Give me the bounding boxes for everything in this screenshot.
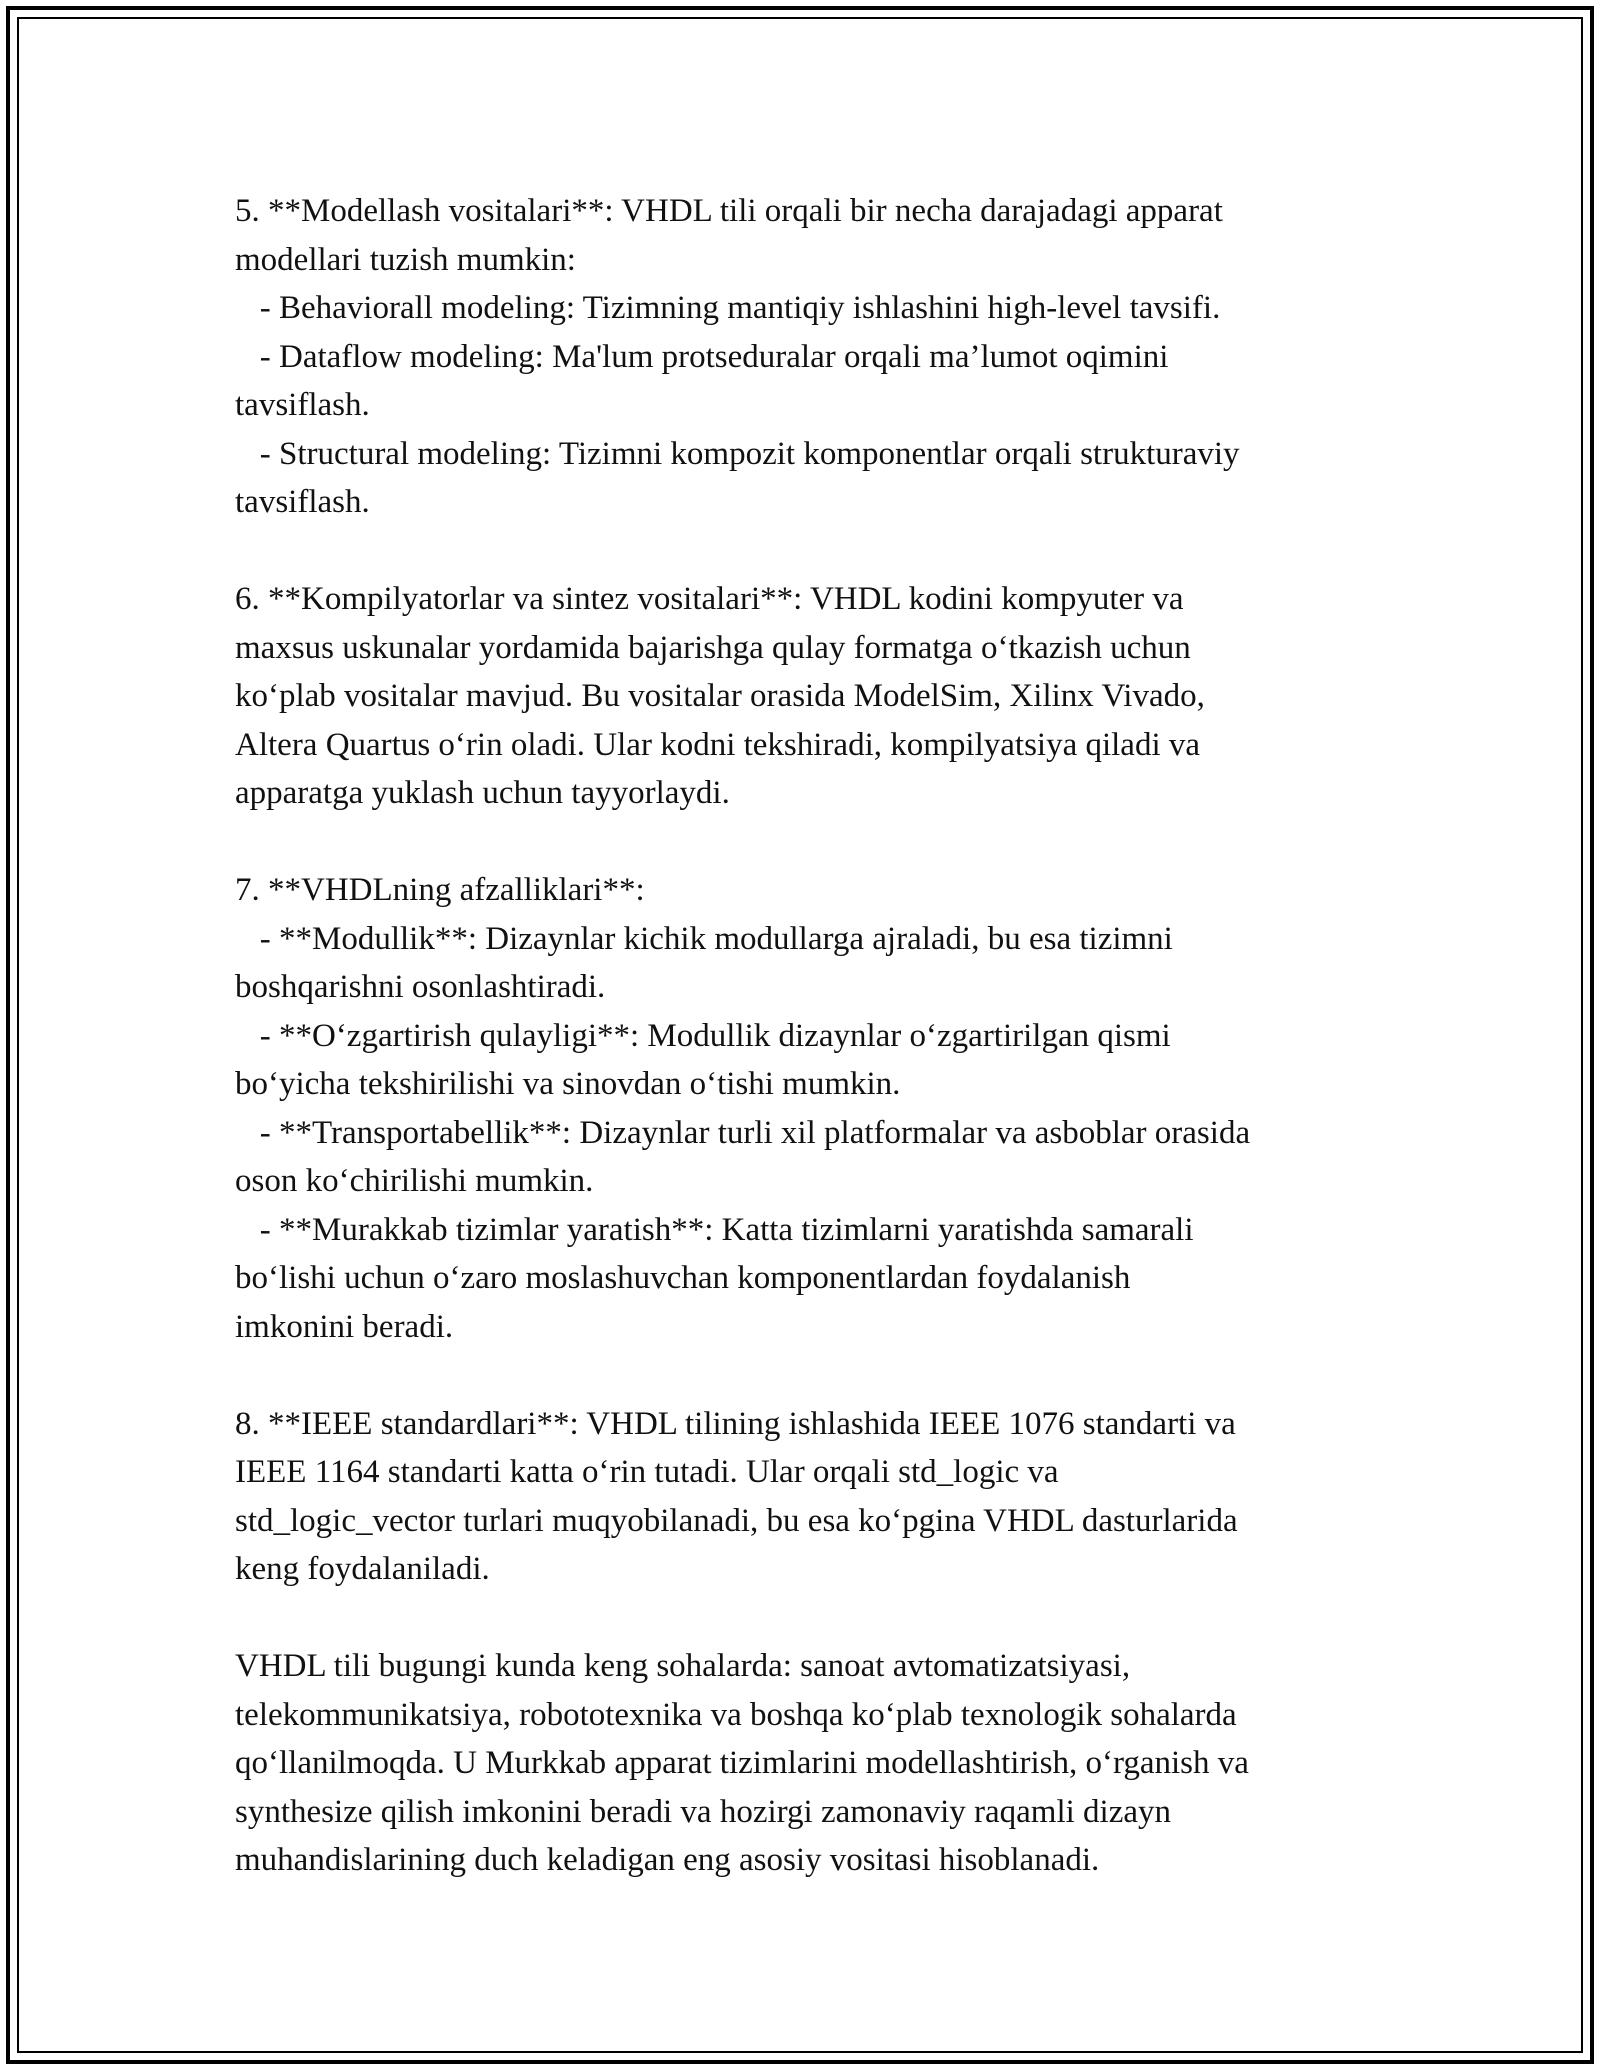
section-modellash-vositalari xyxy=(235,187,1375,527)
paragraph-gap xyxy=(235,1594,1375,1643)
text-line: tavsiflash. xyxy=(235,387,370,423)
text-line: apparatga yuklash uchun tayyorlaydi. xyxy=(235,775,730,811)
text-line: boshqarishni osonlashtiradi. xyxy=(235,969,606,1005)
text-line: tavsiflash. xyxy=(235,484,370,520)
text-line: - Structural modeling: Tizimni kompozit komponentlar orqali strukturaviy xyxy=(235,435,1240,472)
text-line: std_logic_vector turlari muqyobilanadi, bu esa ko‘pgina VHDL dasturlarida xyxy=(235,1502,1238,1539)
section-afzalliklari xyxy=(235,866,1375,1351)
text-line: synthesize qilish imkonini beradi va hozirgi zamonaviy raqamli dizayn xyxy=(235,1793,1171,1830)
paragraph-gap xyxy=(235,818,1375,867)
text-line: maxsus uskunalar yordamida bajarishga qulay formatga o‘tkazish uchun xyxy=(235,629,1191,666)
document-body xyxy=(235,187,1375,1885)
text-line: muhandislarining duch keladigan eng asosiy vositasi hisoblanadi. xyxy=(235,1842,1100,1878)
text-line: 5. **Modellash vositalari**: VHDL tili orqali bir necha darajadagi apparat xyxy=(235,193,1223,229)
text-line: IEEE 1164 standarti katta o‘rin tutadi. Ular orqali std_logic va xyxy=(235,1454,1059,1490)
text-line: qo‘llanilmoqda. U Murkkab apparat tizimlarini modellashtirish, o‘rganish va xyxy=(235,1745,1249,1781)
text-line: modellari tuzish mumkin: xyxy=(235,241,576,278)
text-line: imkonini beradi. xyxy=(235,1308,454,1345)
text-line: - **Transportabellik**: Dizaynlar turli xil platformalar va asboblar orasida xyxy=(235,1114,1251,1151)
section-conclusion xyxy=(235,1642,1375,1885)
text-line: oson ko‘chirilishi mumkin. xyxy=(235,1163,594,1199)
text-line: - **Modullik**: Dizaynlar kichik modullarga ajraladi, bu esa tizimni xyxy=(235,920,1173,957)
text-line: bo‘lishi uchun o‘zaro moslashuvchan komponentlardan foydalanish xyxy=(235,1260,1131,1296)
text-line: 6. **Kompilyatorlar va sintez vositalari**: VHDL kodini kompyuter va xyxy=(235,581,1184,617)
section-ieee-standardlari xyxy=(235,1400,1375,1594)
section-kompilyatorlar xyxy=(235,575,1375,818)
text-line: - Dataflow modeling: Ma'lum protseduralar orqali ma’lumot oqimini xyxy=(235,338,1169,375)
text-line: telekommunikatsiya, robototexnika va boshqa ko‘plab texnologik sohalarda xyxy=(235,1696,1237,1733)
text-line: 7. **VHDLning afzalliklari**: xyxy=(235,872,645,908)
text-line: Altera Quartus o‘rin oladi. Ular kodni tekshiradi, kompilyatsiya qiladi va xyxy=(235,726,1201,763)
paragraph-gap xyxy=(235,527,1375,576)
text-line: ko‘plab vositalar mavjud. Bu vositalar orasida ModelSim, Xilinx Vivado, xyxy=(235,678,1205,714)
text-line: VHDL tili bugungi kunda keng sohalarda: sanoat avtomatizatsiyasi, xyxy=(235,1648,1131,1684)
text-line: 8. **IEEE standardlari**: VHDL tilining ishlashida IEEE 1076 standarti va xyxy=(235,1405,1236,1442)
text-line: keng foydalaniladi. xyxy=(235,1551,490,1587)
paragraph-gap xyxy=(235,1351,1375,1400)
text-line: - **O‘zgartirish qulayligi**: Modullik dizaynlar o‘zgartirilgan qismi xyxy=(235,1017,1171,1054)
text-line: - **Murakkab tizimlar yaratish**: Katta tizimlarni yaratishda samarali xyxy=(235,1211,1194,1248)
text-line: - Behaviorall modeling: Tizimning mantiqiy ishlashini high-level tavsifi. xyxy=(235,290,1221,326)
text-line: bo‘yicha tekshirilishi va sinovdan o‘tishi mumkin. xyxy=(235,1066,901,1102)
